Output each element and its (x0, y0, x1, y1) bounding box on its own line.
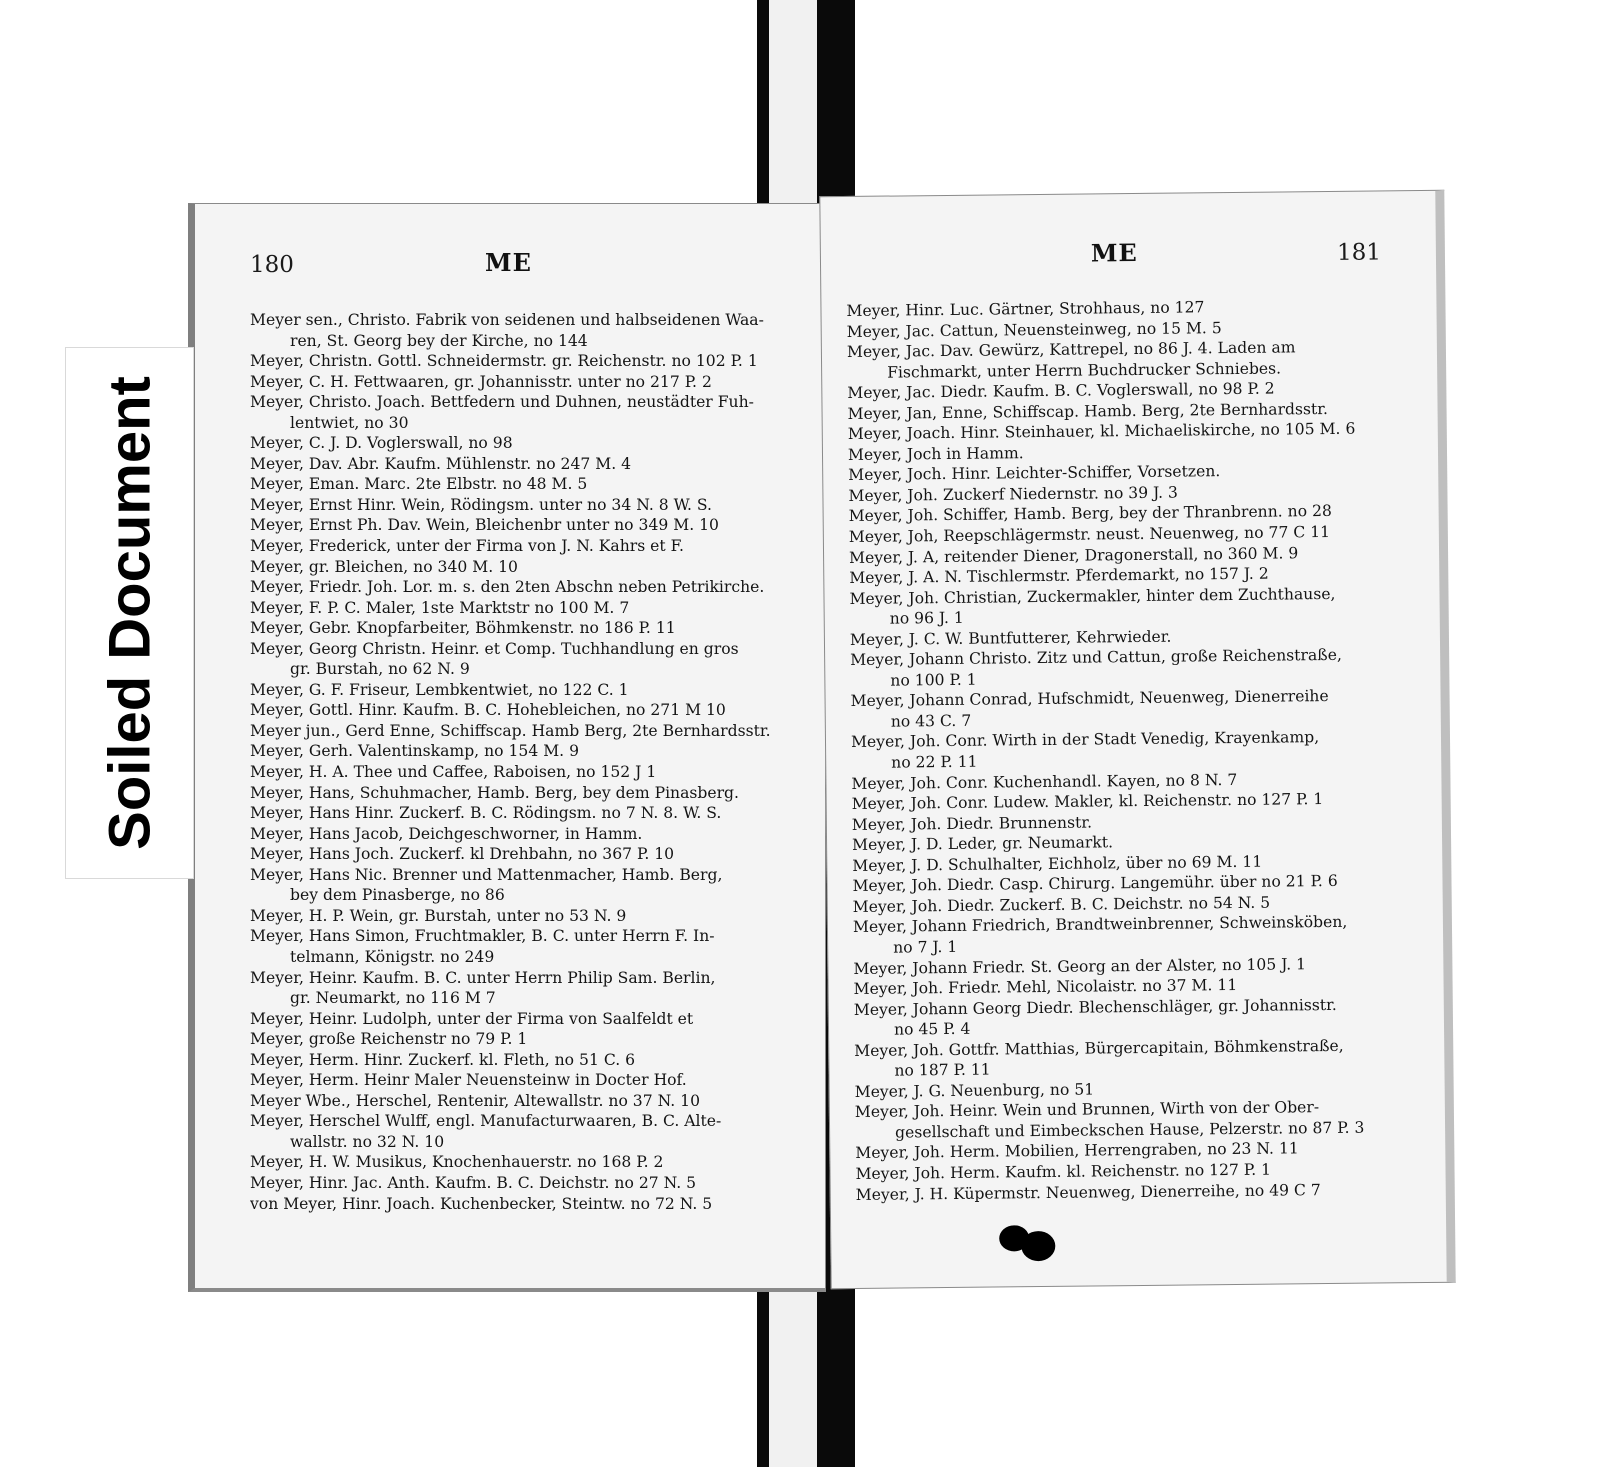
directory-line: Meyer, Joh. Conr. Wirth in der Stadt Venedig, Krayenkamp, (850, 728, 1320, 752)
directory-line: Meyer, H. P. Wein, gr. Burstah, unter no 53 N. 9 (250, 906, 627, 925)
directory-line: Meyer, große Reichenstr no 79 P. 1 (250, 1030, 528, 1049)
directory-line: ren, St. Georg bey der Kirche, no 144 (290, 331, 588, 350)
page-header: ME (485, 248, 532, 277)
directory-line: Meyer, Jac. Dav. Gewürz, Kattrepel, no 86 J. 4. Laden am (846, 338, 1296, 362)
directory-line: Meyer, Ernst Hinr. Wein, Rödingsm. unter no 34 N. 8 W. S. (250, 495, 712, 514)
directory-line: no 43 C. 7 (890, 711, 972, 731)
directory-line: Meyer, Dav. Abr. Kaufm. Mühlenstr. no 247 M. 4 (250, 454, 632, 473)
directory-line: no 22 P. 11 (891, 752, 978, 772)
soiled-document-stamp (65, 347, 194, 879)
directory-line: Meyer, Joh. Gottfr. Matthias, Bürgercapitain, Böhmkenstraße, (854, 1036, 1344, 1060)
directory-line: von Meyer, Hinr. Joach. Kuchenbecker, Steintw. no 72 N. 5 (250, 1194, 713, 1213)
directory-line: no 187 P. 11 (894, 1060, 991, 1080)
directory-line: Meyer, Joh. Friedr. Mehl, Nicolaistr. no 37 M. 11 (853, 976, 1238, 999)
directory-line: Meyer, Joh. Herm. Mobilien, Herrengraben, no 23 N. 11 (855, 1139, 1299, 1163)
directory-line: Meyer, Frederick, unter der Firma von J. N. Kahrs et F. (250, 537, 684, 556)
directory-line: Meyer, Johann Conrad, Hufschmidt, Neuenweg, Dienerreihe (850, 687, 1329, 711)
directory-line: Meyer, Johann Friedr. St. Georg an der Alster, no 105 J. 1 (853, 954, 1307, 978)
directory-entries (250, 310, 787, 1214)
directory-line: Meyer, Joh, Reepschlägermstr. neust. Neuenweg, no 77 C 11 (848, 522, 1331, 547)
stamp-label: Soiled Document (97, 376, 162, 850)
directory-line: gr. Neumarkt, no 116 M 7 (290, 989, 496, 1008)
page-header: ME (1090, 237, 1138, 268)
directory-line: Meyer, J. H. Küpermstr. Neuenweg, Dienerreihe, no 49 C 7 (855, 1180, 1321, 1204)
directory-line: Meyer, Joach. Hinr. Steinhauer, kl. Michaeliskirche, no 105 M. 6 (847, 419, 1356, 444)
directory-line: Meyer, Joh. Schiffer, Hamb. Berg, bey der Thranbrenn. no 28 (848, 502, 1332, 526)
directory-line: Meyer, Heinr. Kaufm. B. C. unter Herrn Philip Sam. Berlin, (250, 968, 716, 987)
directory-line: Meyer, H. W. Musikus, Knochenhauerstr. no 168 P. 2 (250, 1153, 664, 1172)
directory-line: Meyer, Joh. Herm. Kaufm. kl. Reichenstr. no 127 P. 1 (855, 1160, 1272, 1183)
directory-line: Meyer, Hans, Schuhmacher, Hamb. Berg, bey dem Pinasberg. (250, 783, 740, 802)
directory-line: Meyer, Gerh. Valentinskamp, no 154 M. 9 (250, 742, 580, 761)
directory-line: Meyer, Gebr. Knopfarbeiter, Böhmkenstr. no 186 P. 11 (250, 619, 676, 638)
ink-blot (1021, 1231, 1055, 1261)
page-number: 180 (250, 252, 294, 278)
directory-line: Meyer, Hans Simon, Fruchtmakler, B. C. unter Herrn F. In- (250, 927, 715, 946)
page-number: 181 (1336, 239, 1382, 266)
directory-line: Meyer, Joh. Christian, Zuckermakler, hinter dem Zuchthause, (849, 584, 1336, 608)
directory-line: Meyer, Joh. Conr. Kuchenhandl. Kayen, no 8 N. 7 (851, 770, 1238, 793)
directory-line: Meyer, Heinr. Ludolph, unter der Firma von Saalfeldt et (250, 1009, 694, 1028)
directory-line: Meyer, Hans Joch. Zuckerf. kl Drehbahn, no 367 P. 10 (250, 845, 675, 864)
directory-line: lentwiet, no 30 (290, 413, 409, 432)
directory-line: Meyer, Christo. Joach. Bettfedern und Duhnen, neustädter Fuh- (250, 393, 754, 412)
directory-line: Meyer, Johann Georg Diedr. Blechenschläger, gr. Johannisstr. (853, 995, 1337, 1019)
directory-line: Meyer, Gottl. Hinr. Kaufm. B. C. Hohebleichen, no 271 M 10 (250, 701, 726, 720)
directory-line: Meyer, Jan, Enne, Schiffscap. Hamb. Berg, 2te Bernhardsstr. (847, 399, 1329, 423)
directory-line: Meyer, Friedr. Joh. Lor. m. s. den 2ten Abschn neben Petrikirche. (250, 578, 765, 597)
directory-line: Meyer, J. G. Neuenburg, no 51 (854, 1080, 1095, 1101)
directory-line: Meyer, Herm. Hinr. Zuckerf. kl. Fleth, no 51 C. 6 (250, 1050, 636, 1069)
directory-line: Meyer, Hans Nic. Brenner und Mattenmacher, Hamb. Berg, (250, 865, 723, 884)
directory-line: Meyer sen., Christo. Fabrik von seidenen und halbseidenen Waa- (250, 311, 764, 329)
directory-line: Meyer, Hans Jacob, Deichgeschworner, in Hamm. (250, 824, 643, 843)
directory-line: Meyer, Herm. Heinr Maler Neuensteinw in Docter Hof. (250, 1071, 687, 1090)
directory-line: Meyer jun., Gerd Enne, Schiffscap. Hamb Berg, 2te Bernhardsstr. (250, 721, 771, 740)
directory-line: Meyer, J. C. W. Buntfutterer, Kehrwieder. (849, 627, 1172, 649)
directory-line: Meyer, Herschel Wulff, engl. Manufacturwaaren, B. C. Alte- (250, 1112, 722, 1131)
directory-line: Meyer, Joh. Diedr. Brunnenstr. (851, 813, 1093, 834)
directory-line: Meyer, Georg Christn. Heinr. et Comp. Tuchhandlung en gros (250, 639, 739, 658)
directory-line: Meyer, Hinr. Jac. Anth. Kaufm. B. C. Deichstr. no 27 N. 5 (250, 1173, 697, 1192)
directory-line: Meyer, Hinr. Luc. Gärtner, Strohhaus, no 127 (846, 298, 1205, 321)
directory-line: Meyer, Eman. Marc. 2te Elbstr. no 48 M. 5 (250, 475, 588, 494)
directory-line: Meyer, Joh. Diedr. Casp. Chirurg. Langemühr. über no 21 P. 6 (852, 872, 1338, 896)
directory-line: Meyer, Jac. Cattun, Neuensteinweg, no 15 M. 5 (846, 318, 1222, 341)
directory-line: telmann, Königstr. no 249 (290, 947, 495, 966)
directory-line: Meyer, C. H. Fettwaaren, gr. Johannisstr. unter no 217 P. 2 (250, 372, 712, 391)
directory-line: Meyer, Jac. Diedr. Kaufm. B. C. Voglerswall, no 98 P. 2 (847, 379, 1275, 403)
directory-line: Meyer, Johann Friedrich, Brandtweinbrenner, Schweinsköben, (852, 913, 1348, 937)
directory-line: Meyer, Hans Hinr. Zuckerf. B. C. Rödingsm. no 7 N. 8. W. S. (250, 804, 722, 823)
directory-line: no 45 P. 4 (893, 1019, 971, 1039)
directory-line: Meyer, Joch. Hinr. Leichter-Schiffer, Vorsetzen. (848, 462, 1221, 485)
directory-line: Meyer, J. A. N. Tischlermstr. Pferdemarkt, no 157 J. 2 (849, 564, 1269, 588)
directory-line: Meyer, Johann Christo. Zitz und Cattun, große Reichenstraße, (850, 646, 1342, 670)
directory-line: Meyer, Christn. Gottl. Schneidermstr. gr. Reichenstr. no 102 P. 1 (250, 352, 758, 371)
directory-line: Meyer, H. A. Thee und Caffee, Raboisen, no 152 J 1 (250, 763, 657, 782)
directory-line: no 7 J. 1 (893, 937, 958, 957)
left-page (188, 203, 826, 1292)
directory-line: Meyer, J. A, reitender Diener, Dragonerstall, no 360 M. 9 (848, 543, 1299, 567)
directory-line: Meyer, G. F. Friseur, Lembkentwiet, no 122 C. 1 (250, 680, 629, 699)
directory-line: no 96 J. 1 (889, 609, 964, 628)
directory-line: Meyer, gr. Bleichen, no 340 M. 10 (250, 557, 518, 576)
directory-line: Meyer, J. D. Leder, gr. Neumarkt. (851, 833, 1114, 855)
directory-line: Meyer, Joh. Heinr. Wein und Brunnen, Wirth von der Ober- (854, 1098, 1320, 1122)
directory-line: bey dem Pinasberge, no 86 (290, 886, 505, 905)
directory-line: Meyer, C. J. D. Voglerswall, no 98 (250, 434, 513, 453)
directory-line: Meyer, J. D. Schulhalter, Eichholz, über no 69 M. 11 (852, 852, 1263, 875)
directory-line: Fischmarkt, unter Herrn Buchdrucker Schniebes. (887, 359, 1282, 382)
directory-line: Meyer, Joh. Diedr. Zuckerf. B. C. Deichstr. no 54 N. 5 (852, 893, 1271, 916)
directory-line: Meyer, Joch in Hamm. (847, 444, 1024, 464)
directory-line: no 100 P. 1 (890, 670, 977, 690)
directory-line: Meyer, F. P. C. Maler, 1ste Marktstr no 100 M. 7 (250, 598, 630, 617)
directory-entries (846, 295, 1417, 1205)
directory-line: gr. Burstah, no 62 N. 9 (290, 660, 470, 679)
directory-line: Meyer Wbe., Herschel, Rentenir, Altewallstr. no 37 N. 10 (250, 1091, 701, 1110)
right-page (819, 190, 1455, 1289)
directory-line: Meyer, Joh. Zuckerf Niedernstr. no 39 J. 3 (848, 483, 1179, 505)
directory-line: Meyer, Joh. Conr. Ludew. Makler, kl. Reichenstr. no 127 P. 1 (851, 790, 1324, 814)
directory-line: gesellschaft und Eimbeckschen Hause, Pelzerstr. no 87 P. 3 (895, 1118, 1365, 1142)
directory-line: Meyer, Ernst Ph. Dav. Wein, Bleichenbr unter no 349 M. 10 (250, 516, 719, 535)
directory-line: wallstr. no 32 N. 10 (290, 1132, 445, 1151)
